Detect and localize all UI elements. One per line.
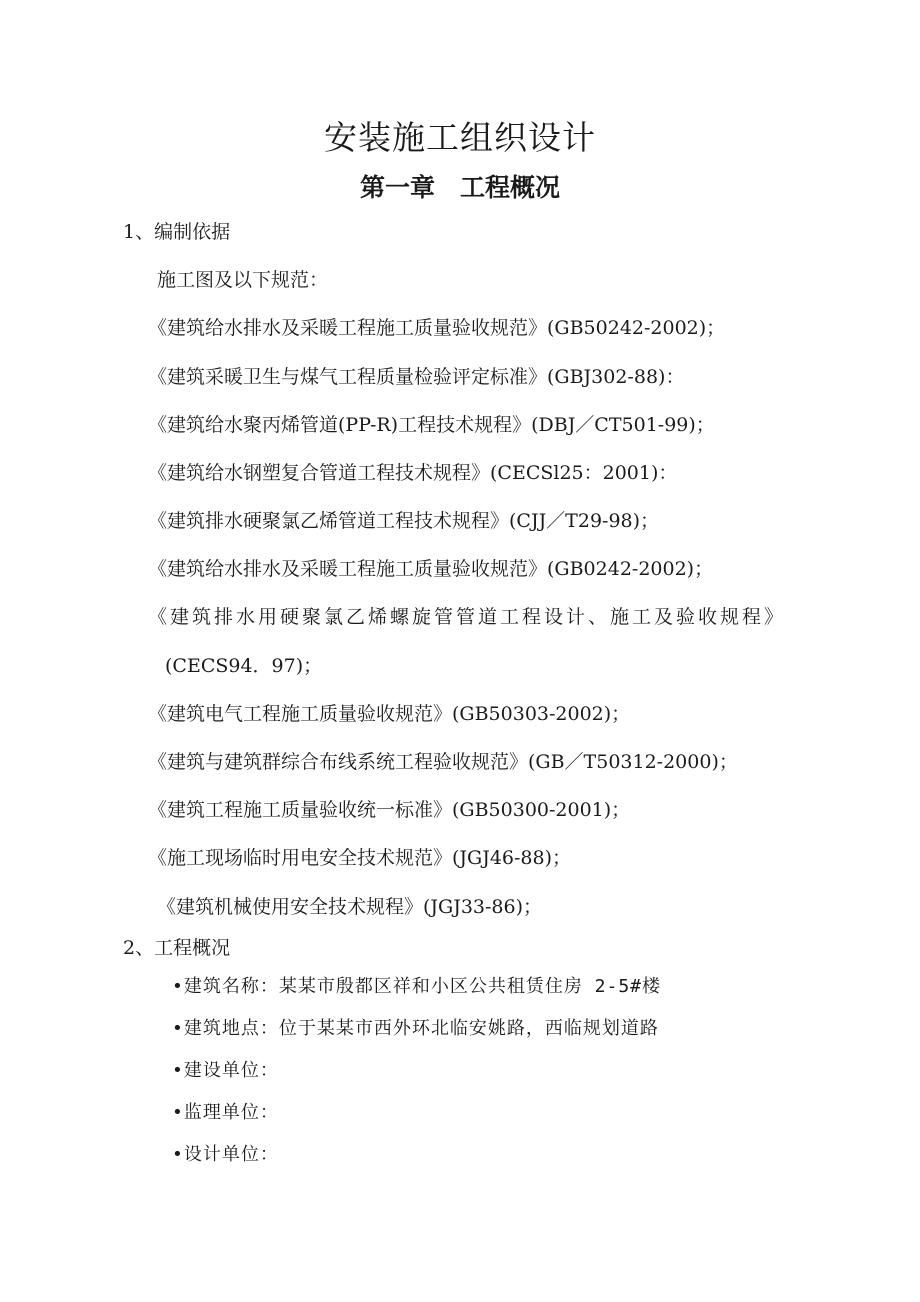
standard-item: 《施工现场临时用电安全技术规范》(JGJ46-88)； bbox=[148, 847, 572, 869]
standard-item: 《建筑排水用硬聚氯乙烯螺旋管管道工程设计、施工及验收规程》 bbox=[148, 606, 787, 628]
section-heading-overview: 2、工程概况 bbox=[123, 937, 231, 959]
overview-item-supervisor: •监理单位： bbox=[172, 1102, 279, 1123]
standard-item: 《建筑给水排水及采暖工程施工质量验收规范》(GB50242-2002)； bbox=[148, 317, 726, 339]
standards-intro: 施工图及以下规范： bbox=[157, 269, 329, 291]
standard-item: 《建筑与建筑群综合布线系统工程验收规范》(GB／T50312-2000)； bbox=[148, 751, 738, 773]
standard-item: 《建筑采暖卫生与煤气工程质量检验评定标准》(GBJ302-88)： bbox=[148, 366, 685, 388]
standard-item-continuation: (CECS94．97)； bbox=[165, 655, 323, 677]
document-title: 安装施工组织设计 bbox=[324, 118, 596, 157]
overview-item-location: •建筑地点：位于某某市西外环北临安姚路，西临规划道路 bbox=[172, 1018, 659, 1039]
overview-item-owner: •建设单位： bbox=[172, 1060, 279, 1081]
standard-item: 《建筑排水硬聚氯乙烯管道工程技术规程》(CJJ／T29-98)； bbox=[148, 510, 660, 532]
standard-item: 《建筑给水钢塑复合管道工程技术规程》(CECSl25：2001)： bbox=[148, 462, 678, 484]
standard-item: 《建筑给水排水及采暖工程施工质量验收规范》(GB0242-2002)； bbox=[148, 558, 714, 580]
standard-item: 《建筑电气工程施工质量验收规范》(GB50303-2002)； bbox=[148, 703, 631, 725]
section-heading-basis: 1、编制依据 bbox=[123, 221, 231, 243]
overview-item-building-name: •建筑名称：某某市殷都区祥和小区公共租赁住房 2-5#楼 bbox=[172, 976, 662, 997]
standard-item: 《建筑机械使用安全技术规程》(JGJ33-86)； bbox=[157, 896, 543, 918]
standard-item: 《建筑给水聚丙烯管道(PP-R)工程技术规程》(DBJ／CT501-99)； bbox=[148, 414, 715, 436]
chapter-title: 第一章 工程概况 bbox=[359, 173, 560, 202]
standard-item: 《建筑工程施工质量验收统一标准》(GB50300-2001)； bbox=[148, 799, 631, 821]
overview-item-designer: •设计单位： bbox=[172, 1144, 279, 1165]
